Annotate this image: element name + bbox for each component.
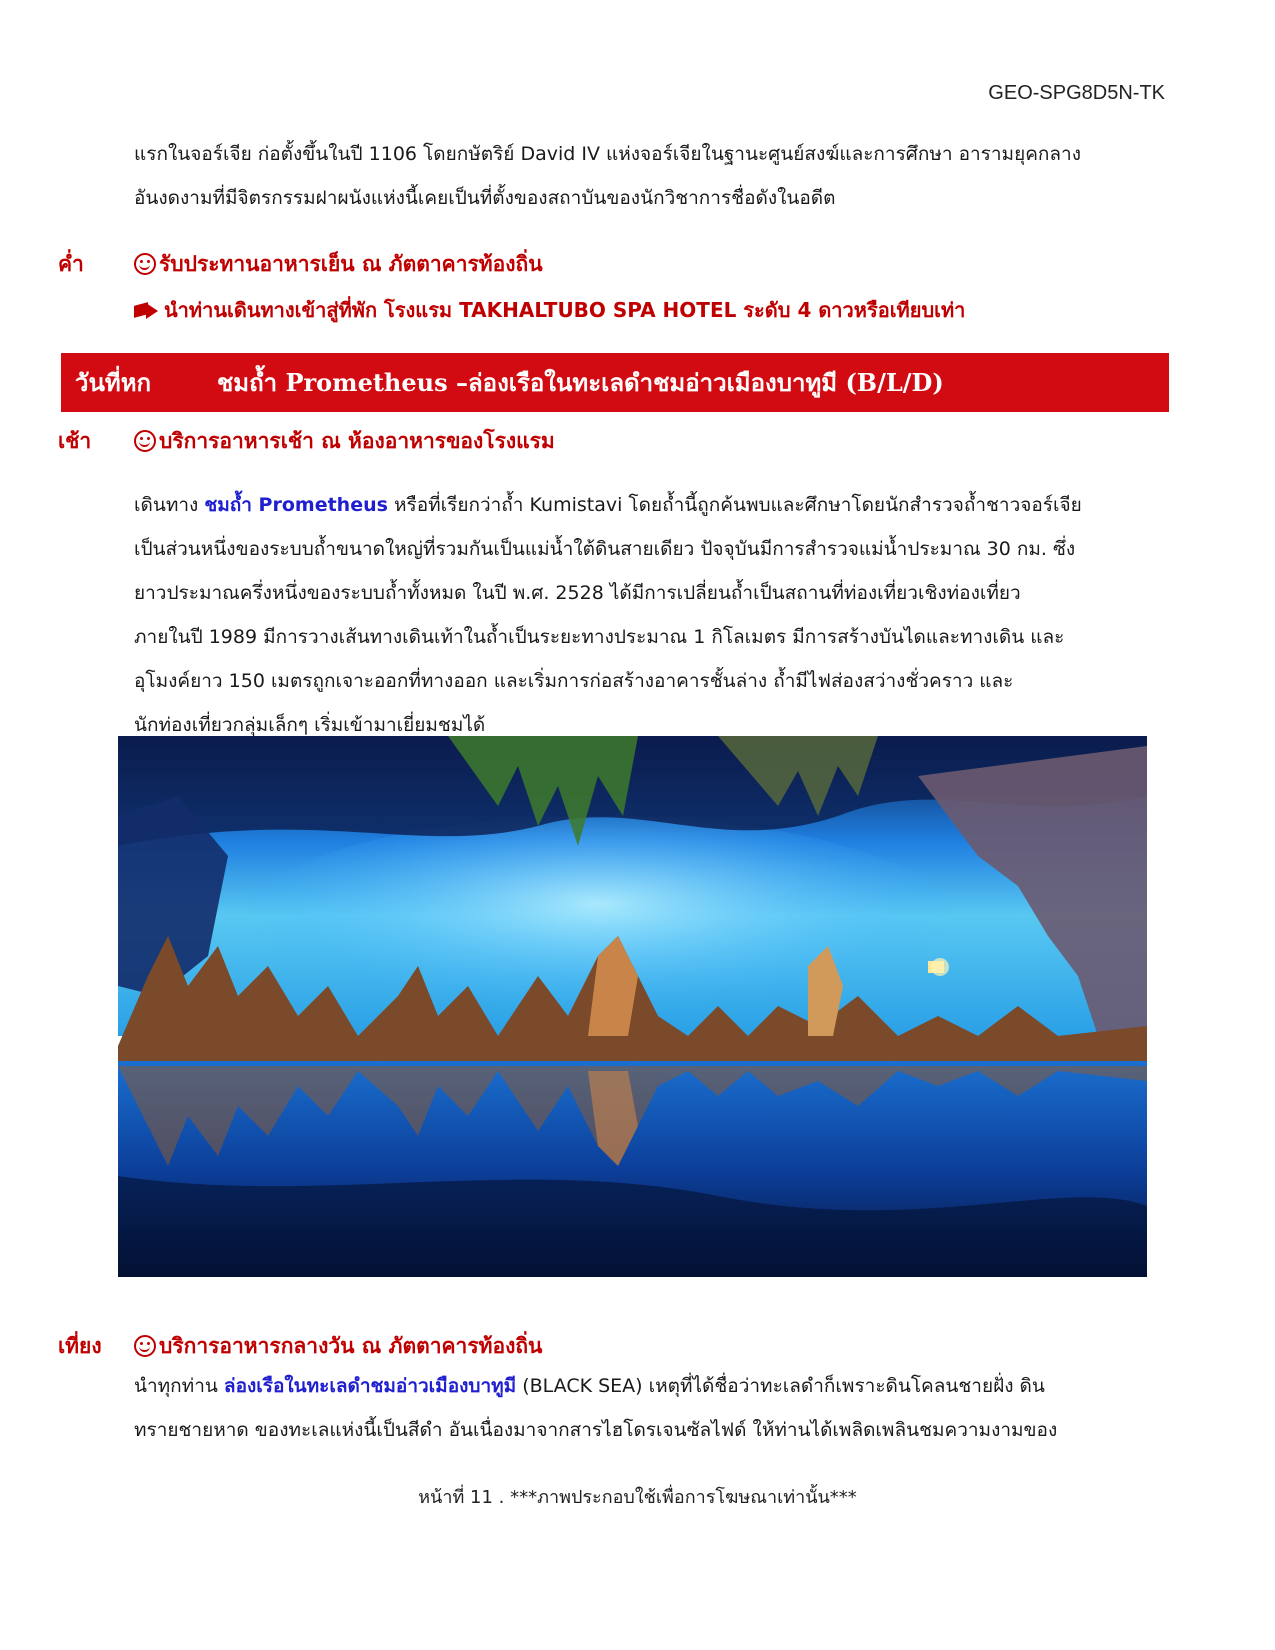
dinner-row — [58, 248, 543, 281]
breakfast-row — [58, 425, 555, 458]
day-banner — [61, 353, 1169, 412]
cave-line-2: เป็นส่วนหนึ่งของระบบถ้ำขนาดใหญ่ที่รวมกันเป็นแม่น้ำใต้ดินสายเดียว ปัจจุบันมีการสำรวจแม่น้ำประมาณ 30 กม. ซึ่ง — [134, 538, 1076, 560]
lunch-label: เที่ยง — [58, 1334, 102, 1358]
cave-line-4: ภายในปี 1989 มีการวางเส้นทางเดินเท้าในถ้ำเป็นระยะทางประมาณ 1 กิโลเมตร มีการสร้างบันไดและทางเดิน และ — [134, 626, 1065, 648]
tour-code: GEO-SPG8D5N-TK — [988, 82, 1165, 104]
cave-rest: หรือที่เรียกว่าถ้ำ Kumistavi โดยถ้ำนี้ถูกค้นพบและศึกษาโดยนักสำรวจถ้ำชาวจอร์เจีย — [387, 494, 1082, 516]
intro-line-2: อันงดงามที่มีจิตรกรรมฝาผนังแห่งนี้เคยเป็นที่ตั้งของสถาบันของนักวิชาการชื่อดังในอดีต — [134, 187, 836, 209]
intro-paragraph — [134, 132, 1214, 220]
smiley-icon — [134, 253, 156, 275]
breakfast-text: บริการอาหารเช้า ณ ห้องอาหารของโรงแรม — [159, 429, 555, 453]
breakfast-label: เช้า — [58, 429, 92, 453]
black-sea-lead: นำทุกท่าน — [134, 1375, 224, 1397]
hotel-row — [134, 294, 965, 326]
smiley-icon — [134, 1335, 156, 1357]
cave-photo — [118, 736, 1147, 1277]
page-footer: หน้าที่ 11 . ***ภาพประกอบใช้เพื่อการโฆษณาเท่านั้น*** — [418, 1487, 857, 1508]
lunch-row — [58, 1330, 542, 1363]
black-sea-highlight: ล่องเรือในทะเลดำชมอ่าวเมืองบาทูมี — [223, 1375, 517, 1397]
dinner-text: รับประทานอาหารเย็น ณ ภัตตาคารท้องถิ่น — [159, 252, 543, 276]
cave-line-1 — [134, 483, 1214, 527]
dinner-label: ค่ำ — [58, 252, 84, 276]
cave-line-6: นักท่องเที่ยวกลุ่มเล็กๆ เริ่มเข้ามาเยี่ยมชมได้ — [134, 714, 486, 736]
cave-highlight: ชมถ้ำ Prometheus — [204, 494, 388, 516]
black-sea-line-1 — [134, 1364, 1214, 1408]
black-sea-line-2: ทรายชายหาด ของทะเลแห่งนี้เป็นสีดำ อันเนื่องมาจากสารไฮโดรเจนซัลไฟด์ ให้ท่านได้เพลิดเพลินชมความงามของ — [134, 1419, 1058, 1441]
day-title: ชมถ้ำ Prometheus –ล่องเรือในทะเลดำชมอ่าวเมืองบาทูมี (B/L/D) — [217, 368, 944, 397]
intro-line-1: แรกในจอร์เจีย ก่อตั้งขึ้นในปี 1106 โดยกษัตริย์ David IV แห่งจอร์เจียในฐานะศูนย์สงฆ์และการศึกษา อารามยุคกลาง — [134, 143, 1082, 165]
black-sea-rest: (BLACK SEA) เหตุที่ได้ชื่อว่าทะเลดำก็เพราะดินโคลนชายฝั่ง ดิน — [516, 1375, 1045, 1397]
pointing-hand-icon — [134, 301, 160, 319]
hotel-text: นำท่านเดินทางเข้าสู่ที่พัก โรงแรม TAKHALTUBO SPA HOTEL ระดับ 4 ดาวหรือเทียบเท่า — [164, 298, 966, 322]
cave-line-5: อุโมงค์ยาว 150 เมตรถูกเจาะออกที่ทางออก และเริ่มการก่อสร้างอาคารชั้นล่าง ถ้ำมีไฟส่องสว่างชั่วคราว และ — [134, 670, 1014, 692]
black-sea-paragraph — [134, 1364, 1214, 1452]
smiley-icon — [134, 430, 156, 452]
lunch-text: บริการอาหารกลางวัน ณ ภัตตาคารท้องถิ่น — [159, 1334, 543, 1358]
day-number: วันที่หก — [75, 368, 152, 397]
cave-paragraph — [134, 483, 1214, 747]
cave-lead: เดินทาง — [134, 494, 205, 516]
cave-line-3: ยาวประมาณครึ่งหนึ่งของระบบถ้ำทั้งหมด ในปี พ.ศ. 2528 ได้มีการเปลี่ยนถ้ำเป็นสถานที่ท่องเที่ยวเชิงท่องเที่ยว — [134, 582, 1021, 604]
